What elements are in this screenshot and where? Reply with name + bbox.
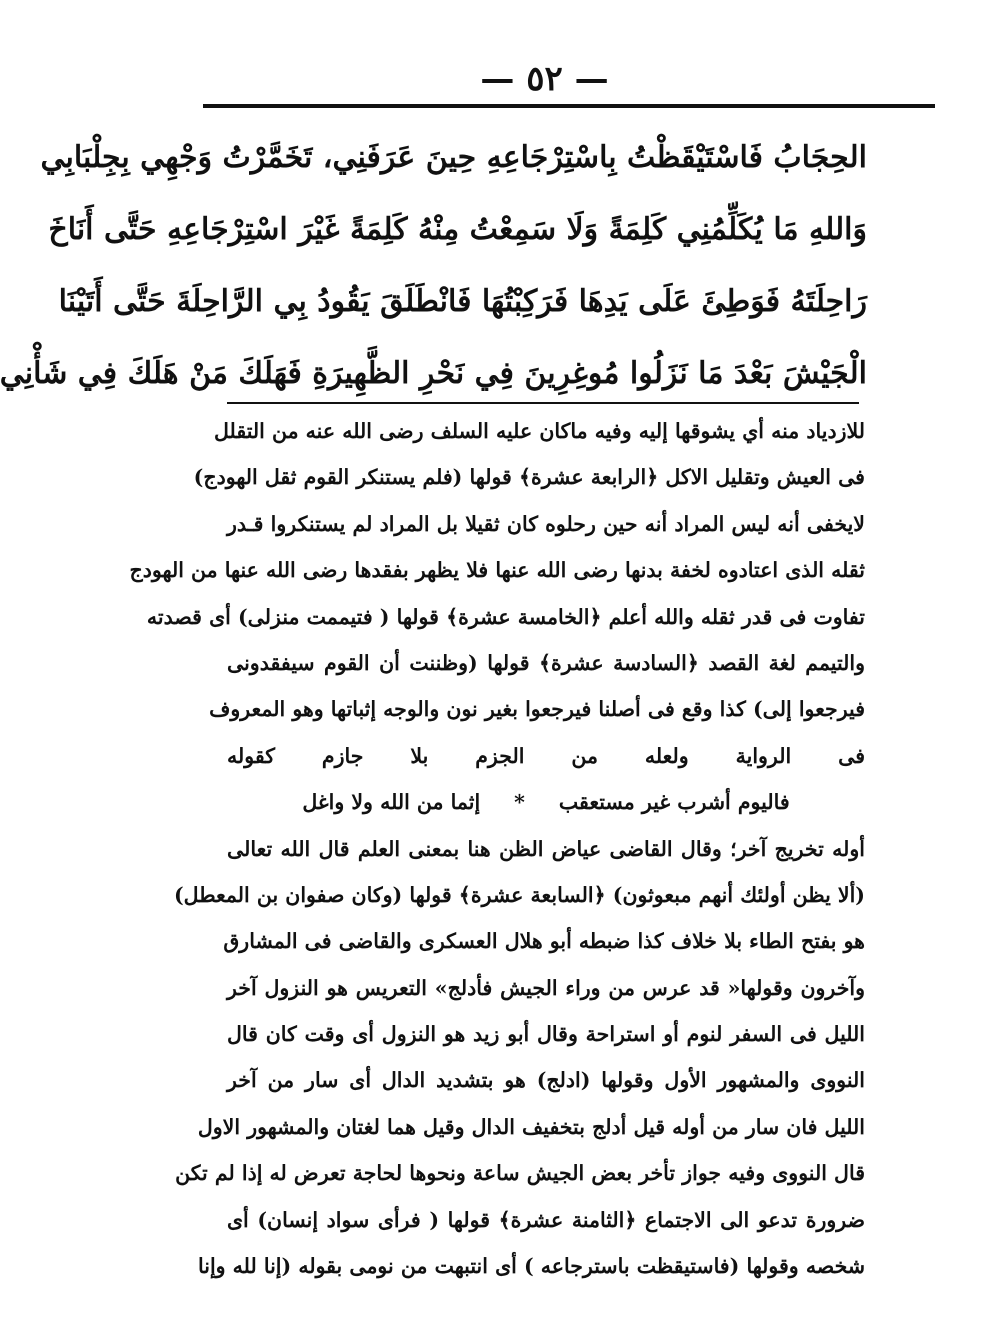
commentary-line: قال النووى وفيه جواز تأخر بعض الجيش ساعة ونحوها لحاجة تعرض له إذا لم تكن: [175, 1161, 865, 1186]
poetry-verse-line: [227, 779, 865, 825]
header-rule: [203, 104, 935, 108]
commentary-line: فى الرواية ولعله من الجزم بلا جازم كقوله: [227, 743, 865, 768]
commentary-line: الليل فان سار من أوله قيل أدلج بتخفيف الدال وقيل هما لغتان والمشهور الاول: [197, 1114, 865, 1139]
verse-separator: *: [514, 790, 525, 815]
main-text-line: الحِجَابُ فَاسْتَيْقَظْتُ بِاسْتِرْجَاعِهِ حِينَ عَرَفَنِي، تَخَمَّرْتُ وَجْهِي بِجِلْبَابِي: [40, 140, 867, 175]
main-text-line: وَاللهِ مَا يُكَلِّمُنِي كَلِمَةً وَلَا سَمِعْتُ مِنْهُ كَلِمَةً غَيْرَ اسْتِرْجَاعِهِ حَتَّى أَنَاخَ: [48, 212, 867, 247]
commentary-line: شخصه وقولها (فاستيقظت باسترجاعه ) أى انتبهت من نومى بقوله (إنا لله وإنا: [198, 1254, 865, 1279]
commentary-line: فى العيش وتقليل الاكل ﴿الرابعة عشرة﴾ قولها (فلم يستنكر القوم ثقل الهودج): [193, 465, 865, 490]
main-text-block: [0, 122, 867, 410]
commentary-line: الليل فى السفر لنوم أو استراحة وقال أبو زيد هو النزول أى وقت كان قال: [227, 1022, 865, 1047]
commentary-line: لايخفى أنه ليس المراد أنه حين رحلوه كان ثقيلا بل المراد لم يستنكروا قـدر: [227, 511, 865, 536]
commentary-line: للازدياد منه أي يشوقها إليه وفيه ماكان عليه السلف رضى الله عنه من التقلل: [214, 419, 865, 443]
separator-rule: [227, 402, 859, 404]
page-number: — ٥٢ —: [480, 59, 609, 99]
main-text-line: رَاحِلَتَهُ فَوَطِئَ عَلَى يَدِهَا فَرَكِبْتُهَا فَانْطَلَقَ يَقُودُ بِي الرَّاحِلَةَ حَتَّى أَتَيْنَا: [58, 284, 867, 319]
commentary-line: وآخرون وقولها« قد عرس من وراء الجيش فأدلج» التعريس هو النزول آخر: [227, 975, 865, 1000]
commentary-line: فيرجعوا إلى) كذا وقع فى أصلنا فيرجعوا بغير نون والوجه إثباتها وهو المعروف: [209, 697, 865, 722]
commentary-line: (ألا يظن أولئك أنهم مبعوثون) ﴿السابعة عشرة﴾ قولها (وكان صفوان بن المعطل): [173, 882, 865, 907]
main-text-line: الْجَيْشَ بَعْدَ مَا نَزَلُوا مُوغِرِينَ فِي نَحْرِ الظَّهِيرَةِ فَهَلَكَ مَنْ هَلَكَ فِي شَأْنِي: [0, 356, 867, 391]
commentary-line: ثقله الذى اعتادوه لخفة بدنها رضى الله عنها فلا يظهر بفقدها رضى الله عنها من الهودج: [129, 558, 865, 583]
commentary-line: أوله تخريج آخر؛ وقال القاضى عياض الظن هنا بمعنى العلم قال الله تعالى: [227, 836, 865, 861]
commentary-line: والتيمم لغة القصد ﴿السادسة عشرة﴾ قولها (وظننت أن القوم سيفقدونى: [227, 650, 865, 675]
commentary-line: النووى والمشهور الأول وقولها (ادلج) هو بتشديد الدال أى سار من آخر: [227, 1068, 865, 1093]
commentary-line: تفاوت فى قدر ثقله والله أعلم ﴿الخامسة عشرة﴾ قولها ( فتيممت منزلى) أى قصدته: [146, 604, 865, 629]
commentary-block: [129, 408, 865, 1289]
commentary-line: ضرورة تدعو الى الاجتماع ﴿الثامنة عشرة﴾ قولها ( فرأى سواد إنسان) أى: [227, 1207, 865, 1232]
commentary-line: هو بفتح الطاء بلا خلاف كذا ضبطه أبو هلال العسكرى والقاضى فى المشارق: [223, 929, 865, 954]
verse-first-hemistich: فاليوم أشرب غير مستعقب: [558, 790, 790, 815]
verse-second-hemistich: إثما من الله ولا واغل: [302, 790, 481, 815]
